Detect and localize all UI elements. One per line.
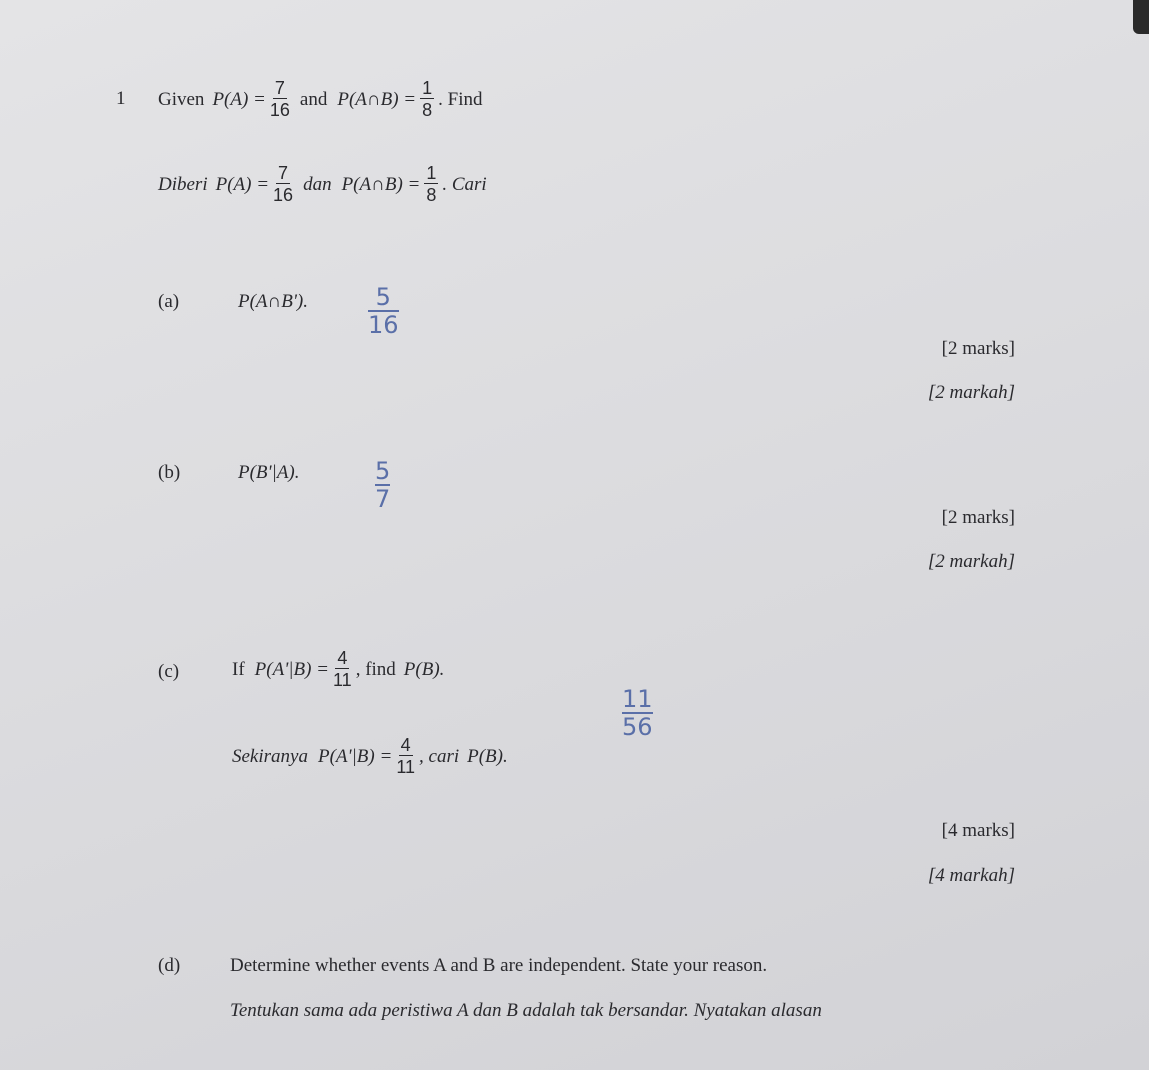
part-c-malay [232,735,508,778]
conditional-fraction-ms [396,735,415,778]
part-b-handwritten-answer [375,458,390,512]
pab-denominator-ms: 8 [426,185,437,205]
pa-expression-ms [216,163,297,206]
pa-fraction [270,78,290,121]
pab-expression-ms [342,163,443,206]
markah-text: [4 markah] [927,865,1015,886]
pab-numerator-ms: 1 [426,163,437,183]
markah-text: [2 markah] [927,382,1015,403]
pa-numerator-ms: 7 [278,163,289,183]
part-b-answer-numerator: 5 [375,457,391,485]
part-d-malay-text: Tentukan sama ada peristiwa A dan B adalah tak bersandar. Nyatakan alasan [230,1000,822,1021]
page-corner-shadow [1133,0,1149,34]
conditional-label: P(A'|B) = [254,658,329,680]
pab-fraction-ms [424,163,438,206]
and-word: and [299,88,328,110]
pa-label-ms: P(A) = [215,173,270,195]
pa-numerator: 7 [274,78,285,98]
part-c-handwritten-answer [622,686,653,740]
marks-text: [2 marks] [941,507,1015,528]
conditional-denominator-ms: 11 [396,757,416,777]
if-word: If [232,658,245,680]
part-b-marks-english [942,507,1015,529]
marks-text: [4 marks] [941,820,1015,841]
pa-label: P(A) = [212,88,266,110]
part-b-answer-denominator: 7 [375,485,391,513]
markah-text: [2 markah] [927,551,1015,572]
dan-word: dan [303,173,332,195]
part-a-answer-denominator: 16 [368,311,399,339]
pab-expression [337,78,438,121]
part-c-label: (c) [158,661,180,682]
marks-text: [2 marks] [941,338,1015,359]
pab-numerator: 1 [422,78,433,98]
find-word: , find [355,658,396,680]
conditional-label-ms: P(A'|B) = [317,745,393,767]
sekiranya-word: Sekiranya [232,745,308,767]
part-c-answer-denominator: 56 [622,713,653,741]
intro-english [158,78,482,121]
part-a-marks-malay [928,382,1015,404]
pab-denominator: 8 [422,100,433,120]
find-word: . Find [438,88,483,110]
pa-denominator-ms: 16 [273,185,294,205]
conditional-numerator-ms: 4 [400,735,411,755]
part-a-handwritten-answer [368,284,399,338]
conditional-numerator: 4 [337,648,348,668]
find-target: P(B). [403,658,445,680]
part-b-expression: P(B'|A). [238,462,300,483]
part-c-condition [255,648,356,691]
part-d-english-text: Determine whether events A and B are independent. State your reason. [230,955,768,976]
part-a-marks-english [942,338,1015,360]
part-b-marks-malay [928,551,1015,573]
part-b-label: (b) [158,462,181,483]
pa-denominator: 16 [269,100,290,120]
part-c-condition-ms [318,735,419,778]
cari-word: , cari [419,745,460,767]
question-number: 1 [116,88,126,109]
part-a-expression: P(A∩B'). [238,291,309,312]
pa-fraction-ms [273,163,293,206]
conditional-fraction [333,648,352,691]
part-d-label: (d) [158,955,181,976]
part-a-label: (a) [158,291,180,312]
pa-expression [212,78,293,121]
diberi-word: Diberi [158,173,208,195]
part-c-english [232,648,444,691]
cari-target: P(B). [467,745,508,767]
part-c-marks-english [942,820,1015,842]
intro-malay [158,163,487,206]
given-word: Given [158,88,205,110]
conditional-denominator: 11 [333,670,352,690]
pab-label: P(A∩B) = [337,88,417,110]
pab-label-ms: P(A∩B) = [341,173,421,195]
part-c-marks-malay [928,865,1015,887]
pab-fraction [420,78,434,121]
part-a-answer-numerator: 5 [375,283,391,311]
cari-word: . Cari [442,173,487,195]
part-c-answer-numerator: 11 [622,685,653,713]
